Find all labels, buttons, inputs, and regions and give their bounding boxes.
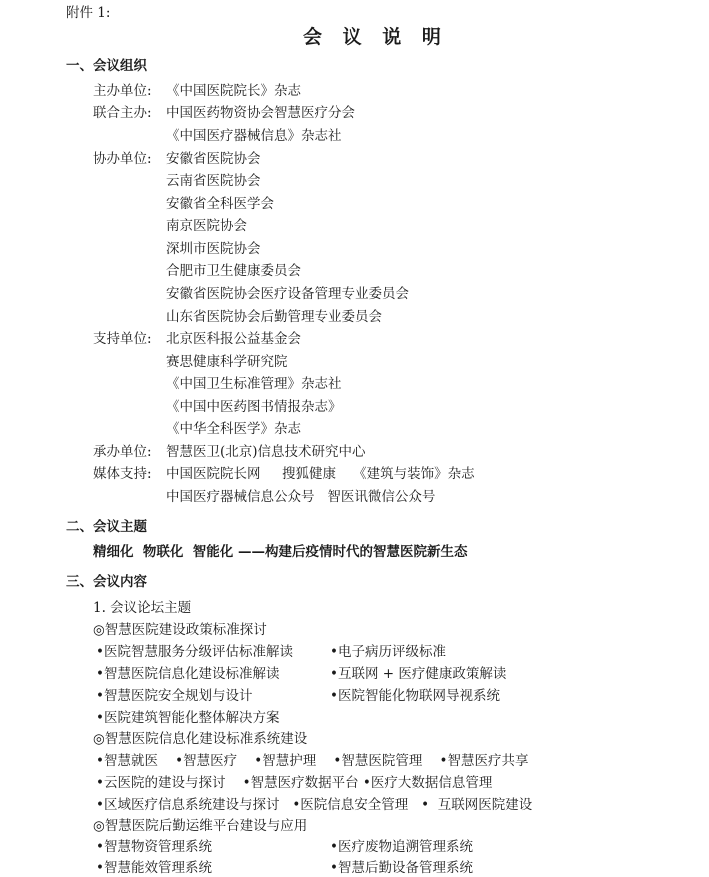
topic-item: •智慧医院信息化建设标准解读 bbox=[96, 666, 280, 682]
section-heading-content: 三、会议内容 bbox=[66, 574, 147, 590]
section-heading-organization: 一、会议组织 bbox=[66, 58, 147, 74]
forum-subheading: 1. 会议论坛主题 bbox=[93, 600, 192, 616]
co-org-item: 安徽省医院协会 bbox=[166, 151, 261, 167]
topic-item: •医院建筑智能化整体解决方案 bbox=[96, 710, 280, 726]
topic-item: •医疗废物追溯管理系统 bbox=[330, 839, 473, 855]
co-org-label: 协办单位: bbox=[93, 151, 152, 167]
topic-item: •智慧医院安全规划与设计 bbox=[96, 688, 253, 704]
page-title: 会 议 说 明 bbox=[303, 26, 448, 48]
organizer-value: 智慧医卫(北京)信息技术研究中心 bbox=[166, 444, 366, 460]
topic-item: •智慧能效管理系统 bbox=[96, 860, 212, 876]
supporter-item: 《中华全科医学》杂志 bbox=[166, 421, 301, 437]
section-heading-theme: 二、会议主题 bbox=[66, 519, 147, 535]
host-label: 主办单位: bbox=[93, 83, 152, 99]
support-label: 支持单位: bbox=[93, 331, 152, 347]
co-org-item: 云南省医院协会 bbox=[166, 173, 261, 189]
topic-item: •云医院的建设与探讨 •智慧医疗数据平台 •医疗大数据信息管理 bbox=[96, 775, 493, 791]
host-value: 《中国医院院长》杂志 bbox=[166, 83, 301, 99]
topic-item: •医院智能化物联网导视系统 bbox=[330, 688, 500, 704]
media-item: 中国医疗器械信息公众号 智医讯微信公众号 bbox=[166, 489, 436, 505]
topic-item: •智慧就医 •智慧医疗 •智慧护理 •智慧医院管理 •智慧医疗共享 bbox=[96, 753, 529, 769]
co-org-item: 安徽省医院协会医疗设备管理专业委员会 bbox=[166, 286, 409, 302]
cohost-value: 中国医药物资协会智慧医疗分会 bbox=[166, 105, 355, 121]
cohost-value: 《中国医疗器械信息》杂志社 bbox=[166, 128, 342, 144]
attachment-label: 附件 1: bbox=[66, 5, 111, 21]
organizer-label: 承办单位: bbox=[93, 444, 152, 460]
topic-item: •区域医疗信息系统建设与探讨 •医院信息安全管理 • 互联网医院建设 bbox=[96, 797, 533, 813]
topic-title: ◎智慧医院信息化建设标准系统建设 bbox=[93, 731, 308, 747]
supporter-item: 《中国卫生标准管理》杂志社 bbox=[166, 376, 342, 392]
media-label: 媒体支持: bbox=[93, 466, 152, 482]
co-org-item: 合肥市卫生健康委员会 bbox=[166, 263, 301, 279]
topic-title: ◎智慧医院后勤运维平台建设与应用 bbox=[93, 818, 308, 834]
supporter-item: 赛思健康科学研究院 bbox=[166, 354, 288, 370]
topic-item: •电子病历评级标准 bbox=[330, 644, 446, 660]
cohost-label: 联合主办: bbox=[93, 105, 152, 121]
topic-item: •智慧后勤设备管理系统 bbox=[330, 860, 473, 876]
topic-item: •互联网 + 医疗健康政策解读 bbox=[330, 666, 507, 682]
theme-text: 精细化 物联化 智能化 ——构建后疫情时代的智慧医院新生态 bbox=[93, 544, 468, 560]
topic-item: •医院智慧服务分级评估标准解读 bbox=[96, 644, 293, 660]
co-org-item: 南京医院协会 bbox=[166, 218, 247, 234]
media-item: 中国医院院长网 搜狐健康 《建筑与装饰》杂志 bbox=[166, 466, 475, 482]
supporter-item: 北京医科报公益基金会 bbox=[166, 331, 301, 347]
co-org-item: 山东省医院协会后勤管理专业委员会 bbox=[166, 309, 382, 325]
co-org-item: 安徽省全科医学会 bbox=[166, 196, 274, 212]
co-org-item: 深圳市医院协会 bbox=[166, 241, 261, 257]
topic-item: •智慧物资管理系统 bbox=[96, 839, 212, 855]
supporter-item: 《中国中医药图书情报杂志》 bbox=[166, 399, 342, 415]
topic-title: ◎智慧医院建设政策标准探讨 bbox=[93, 622, 267, 638]
